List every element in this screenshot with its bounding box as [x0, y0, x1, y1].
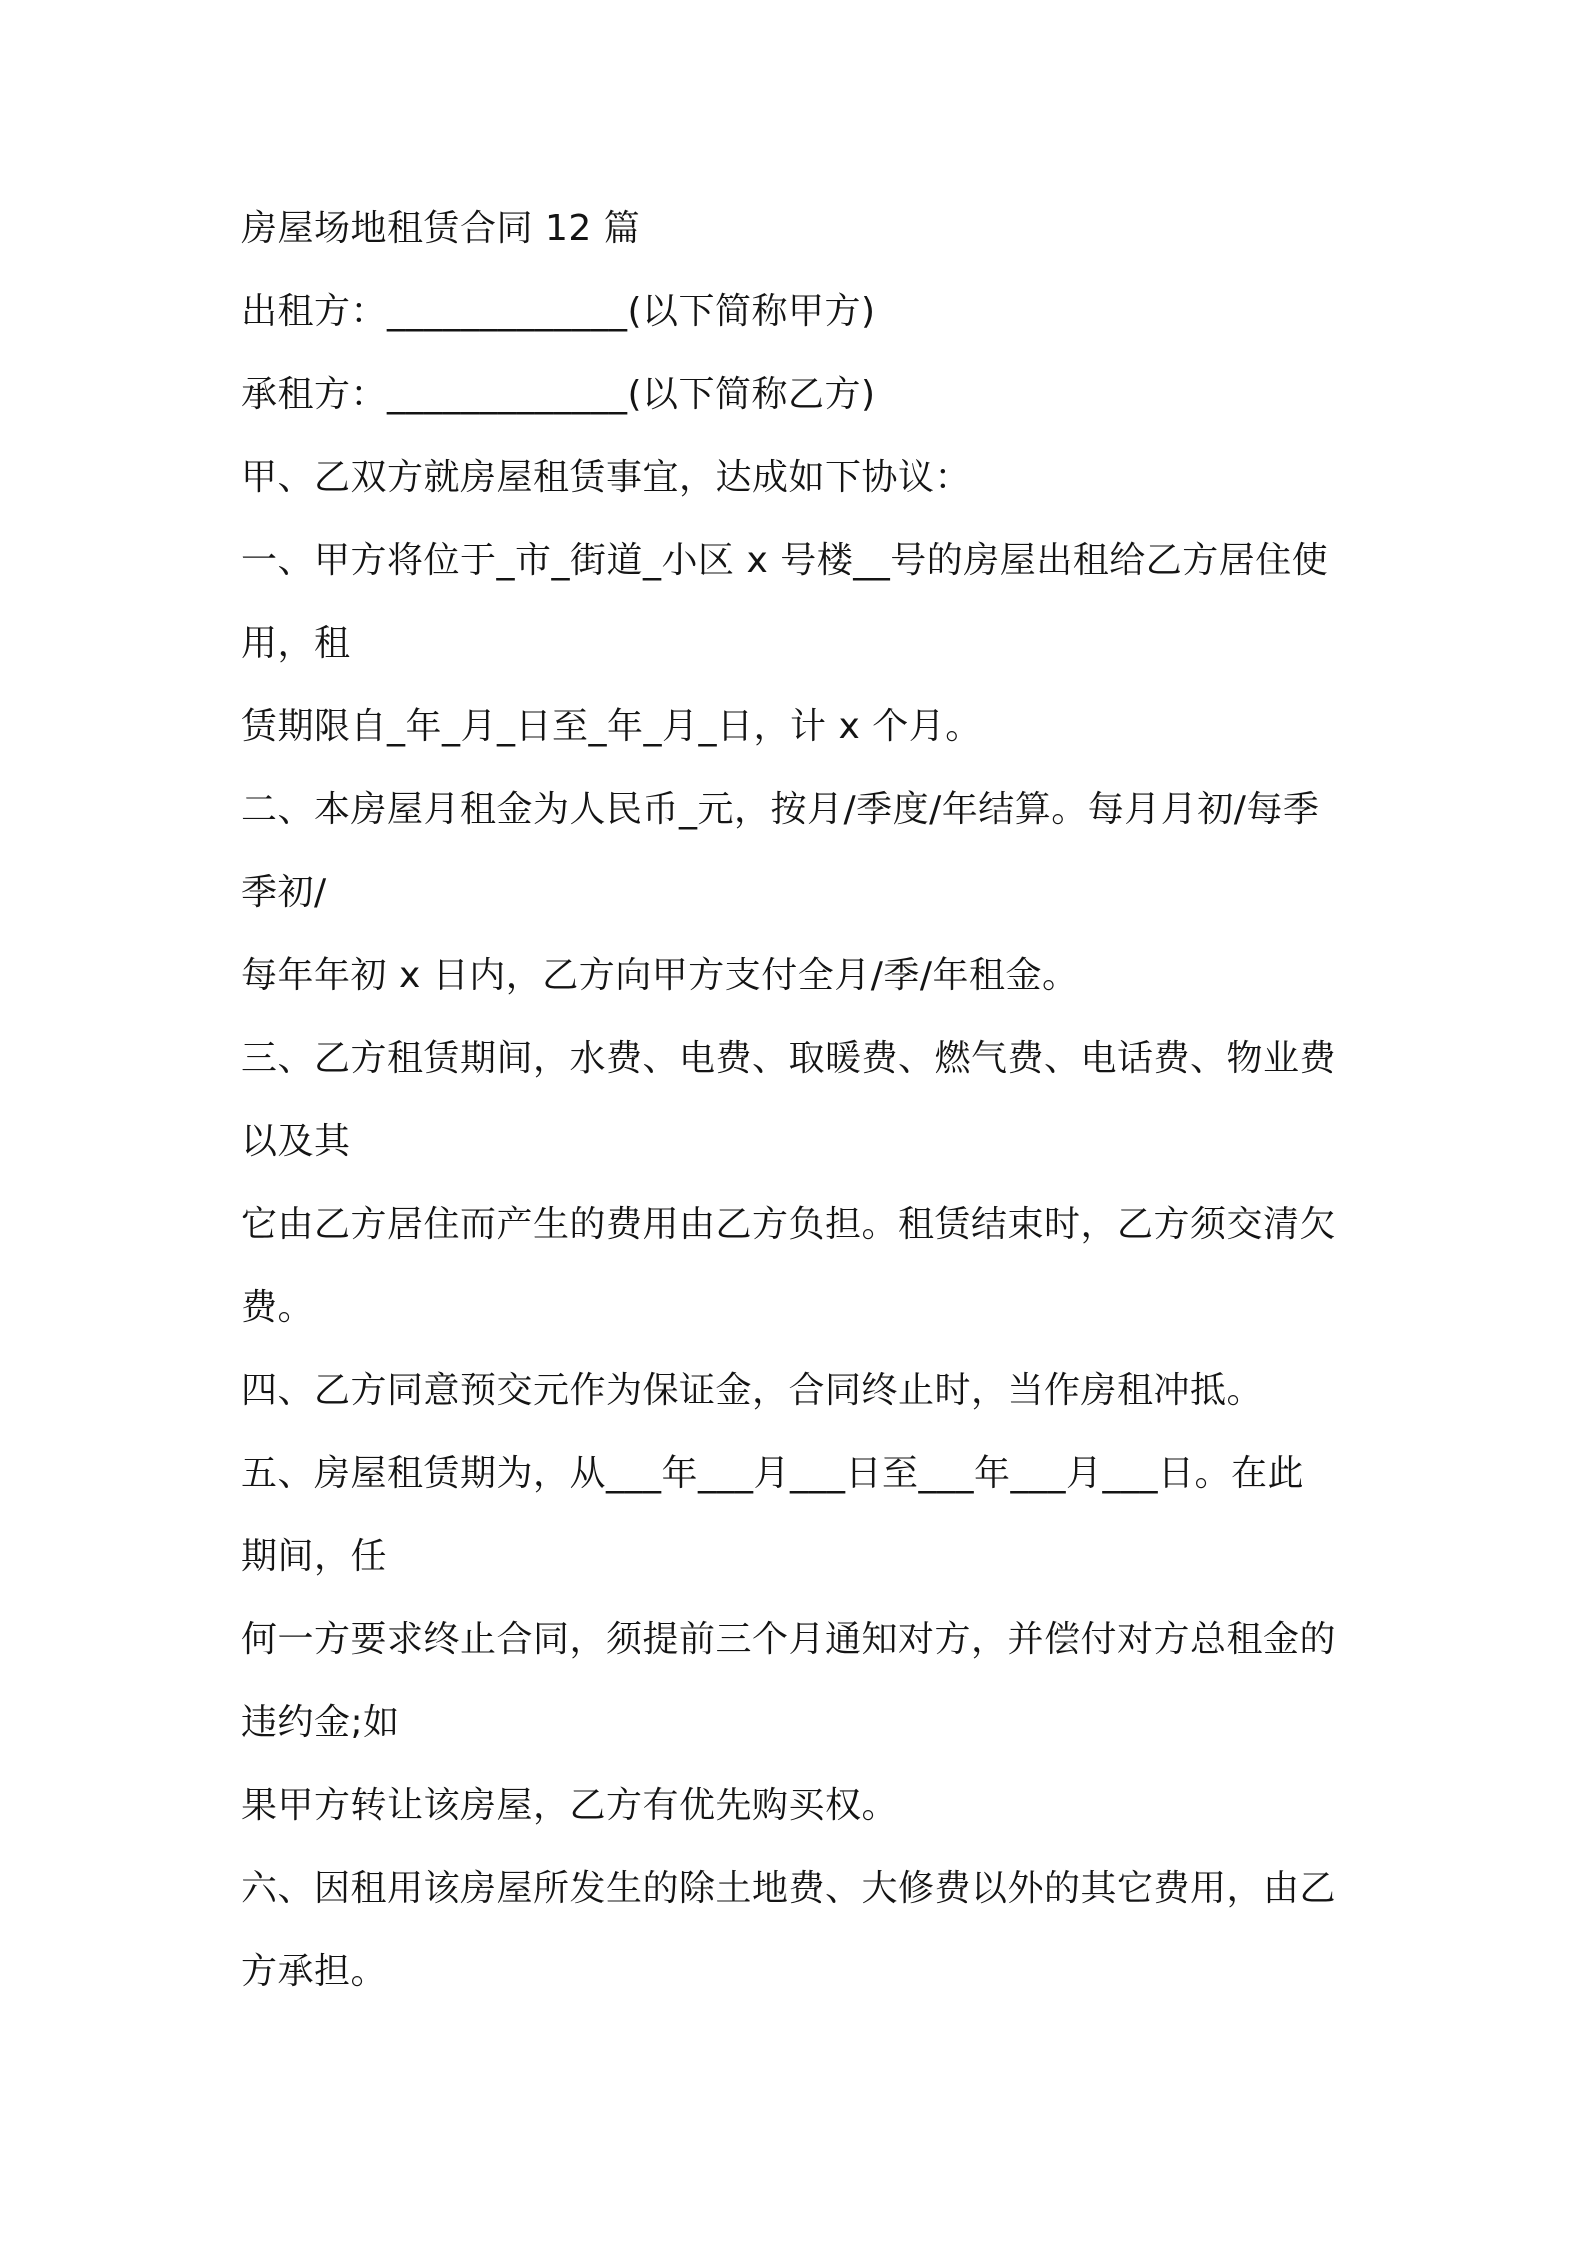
clause-2-line-3: 每年年初 x 日内，乙方向甲方支付全月/季/年租金。	[241, 955, 1079, 996]
clause-3-line-3: 它由乙方居住而产生的费用由乙方负担。租赁结束时，乙方须交清欠	[241, 1204, 1337, 1245]
clause-2-line-2: 季初/	[241, 872, 327, 913]
clause-1-line-1: 一、甲方将位于_市_街道_小区 x 号楼__号的房屋出租给乙方居住使	[241, 540, 1329, 581]
clause-5-line-2: 期间，任	[241, 1536, 388, 1577]
clause-5-line-5: 果甲方转让该房屋，乙方有优先购买权。	[241, 1785, 899, 1826]
lessee-line: 承租方：_____________(以下简称乙方)	[241, 374, 876, 415]
agreement-intro: 甲、乙双方就房屋租赁事宜，达成如下协议：	[241, 457, 972, 498]
clause-2-line-1: 二、本房屋月租金为人民币_元，按月/季度/年结算。每月月初/每季	[241, 789, 1320, 830]
clause-6-line-1: 六、因租用该房屋所发生的除土地费、大修费以外的其它费用，由乙	[241, 1868, 1337, 1909]
clause-1-line-3: 赁期限自_年_月_日至_年_月_日，计 x 个月。	[241, 706, 982, 747]
clause-3-line-2: 以及其	[241, 1121, 351, 1162]
clause-5-line-1: 五、房屋租赁期为，从___年___月___日至___年___月___日。在此	[241, 1453, 1305, 1494]
document-title: 房屋场地租赁合同 12 篇	[241, 208, 641, 249]
clause-4-line-1: 四、乙方同意预交元作为保证金，合同终止时，当作房租冲抵。	[241, 1370, 1264, 1411]
clause-5-line-4: 违约金;如	[241, 1702, 400, 1743]
clause-5-line-3: 何一方要求终止合同，须提前三个月通知对方，并偿付对方总租金的	[241, 1619, 1337, 1660]
clause-6-line-2: 方承担。	[241, 1951, 388, 1992]
clause-3-line-4: 费。	[241, 1287, 315, 1328]
clause-1-line-2: 用，租	[241, 623, 351, 664]
clause-3-line-1: 三、乙方租赁期间，水费、电费、取暖费、燃气费、电话费、物业费	[241, 1038, 1337, 1079]
lessor-line: 出租方：_____________(以下简称甲方)	[241, 291, 876, 332]
